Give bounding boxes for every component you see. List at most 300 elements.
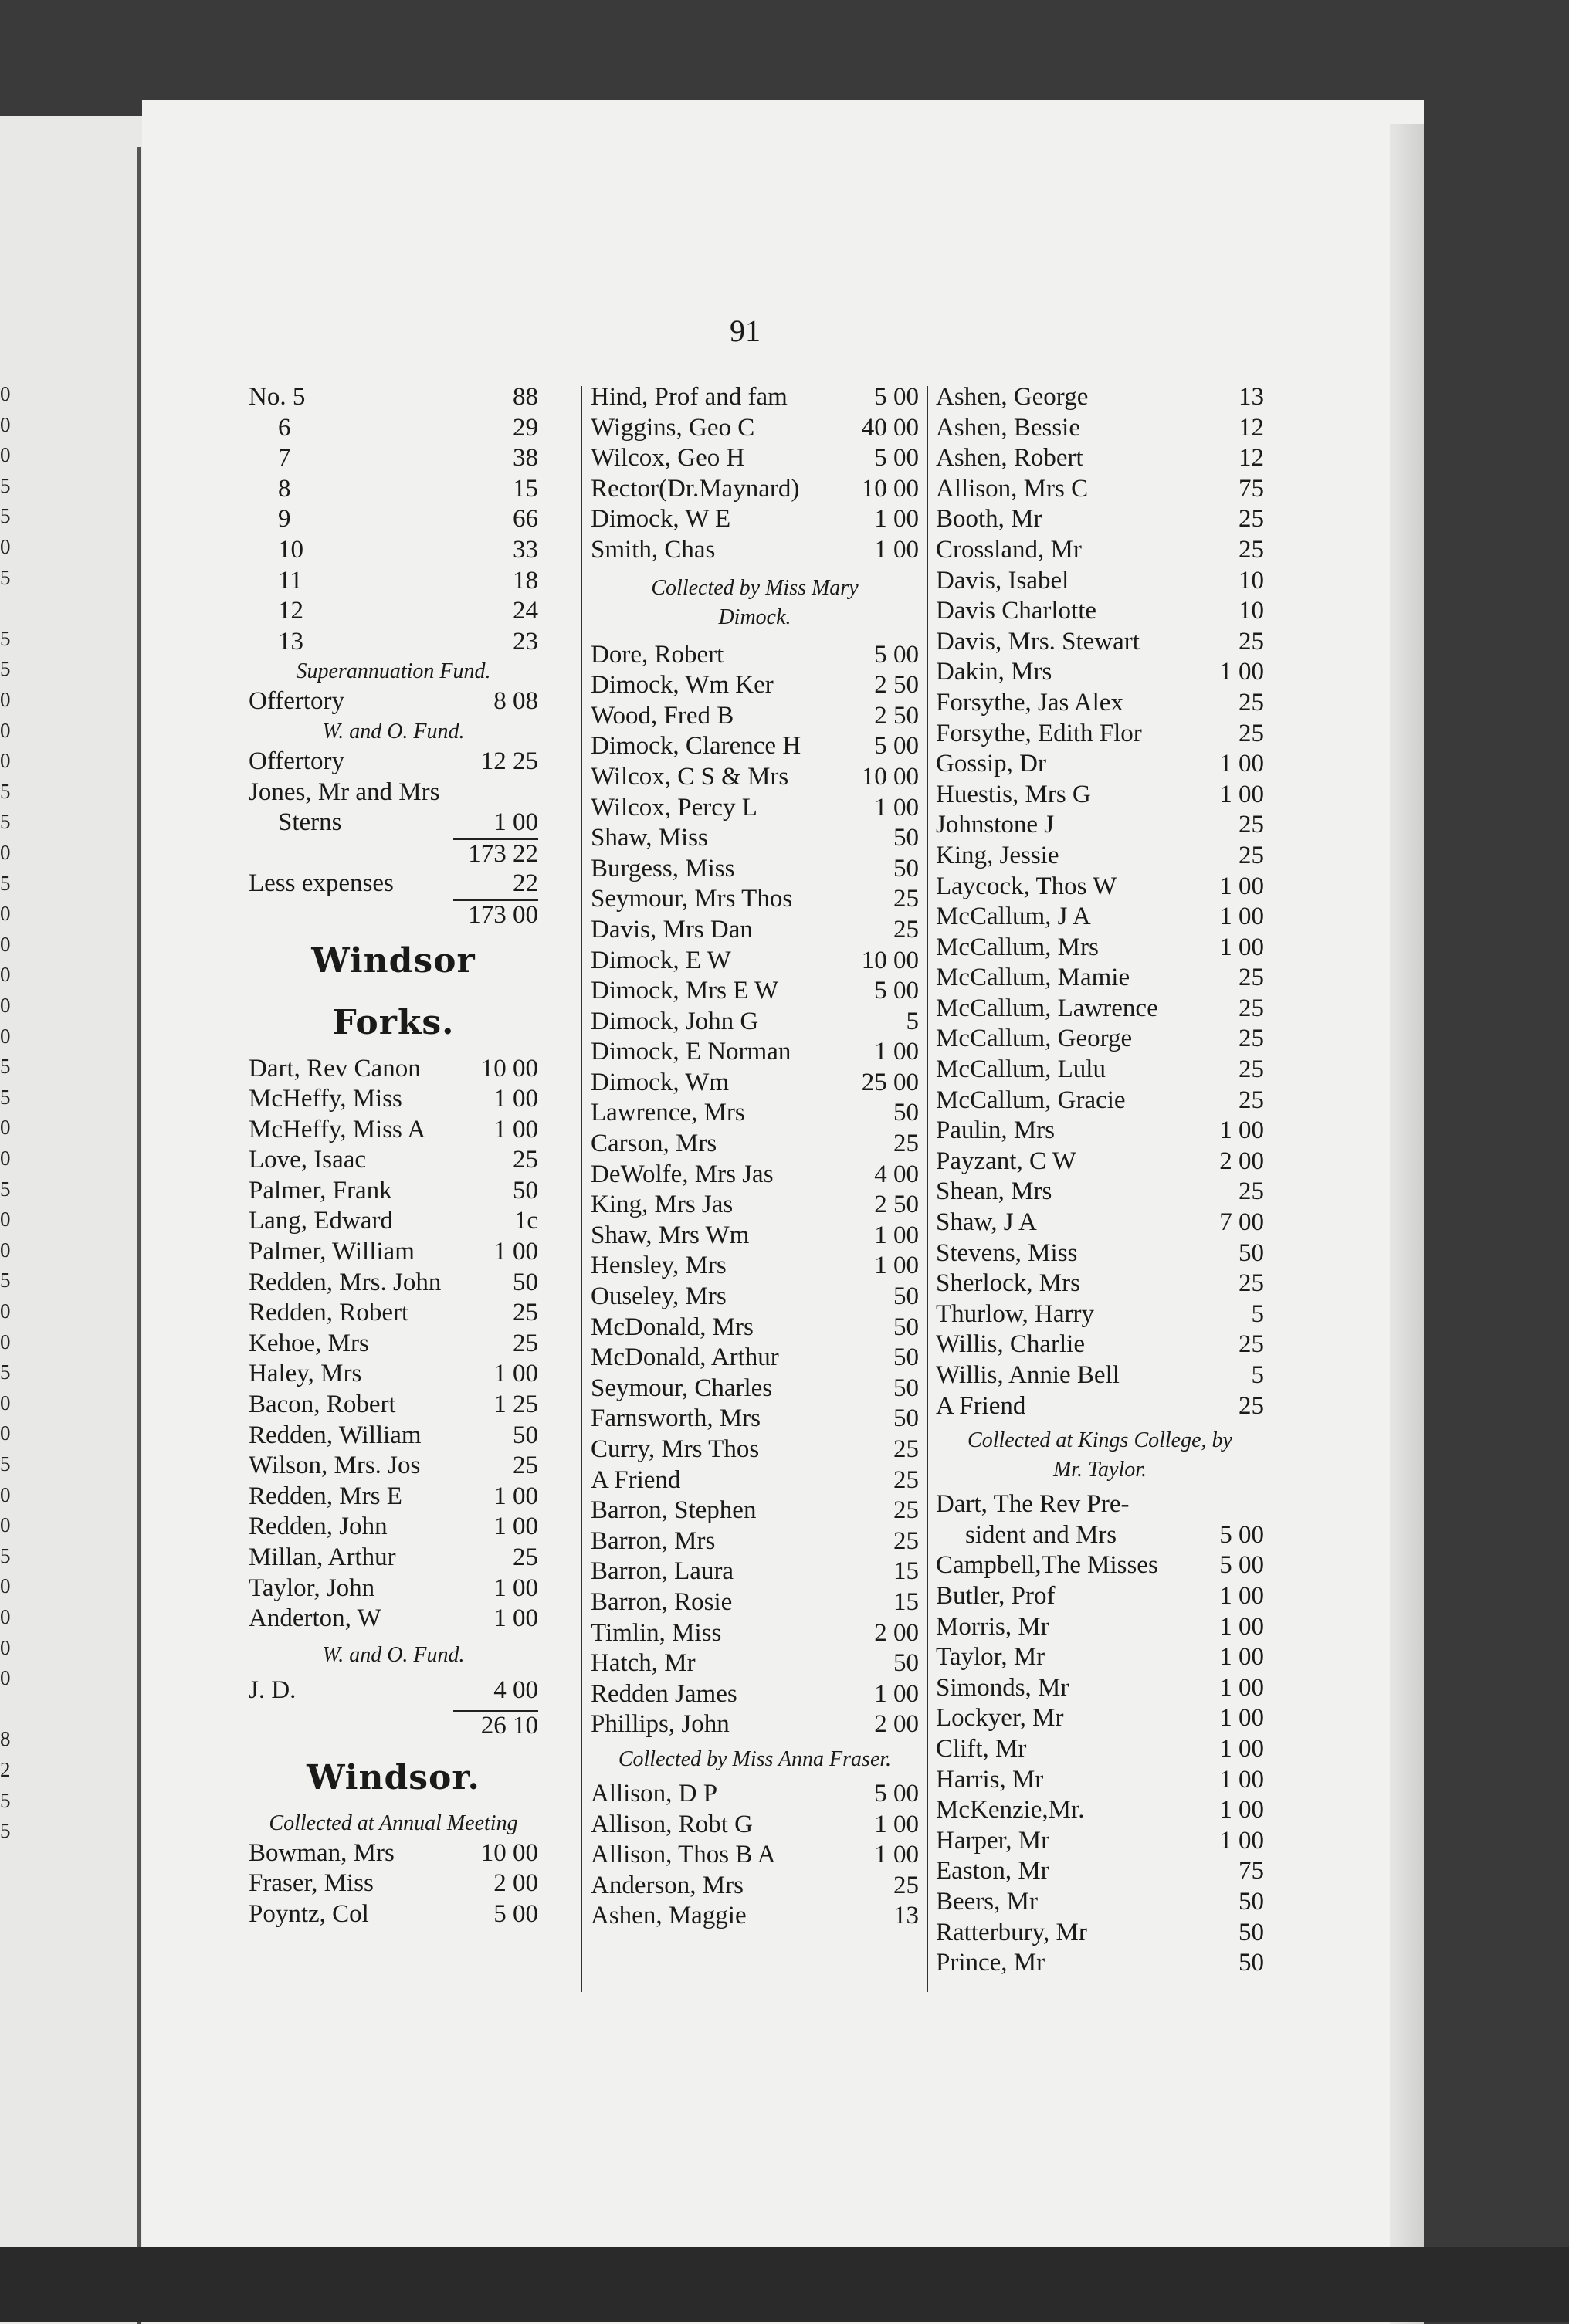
list-item [591,1840,919,1871]
precinct-list [249,382,538,657]
donor-name: McHeffy, Miss A [249,1115,426,1143]
donation-amount: 25 [513,1329,538,1357]
less-expenses-label: Less expenses [249,869,394,898]
list-item [249,1206,538,1237]
donation-amount: 25 [1239,535,1264,564]
net-total-amount: 173 00 [453,899,538,929]
list-item [249,686,538,717]
column-3 [936,382,1264,1979]
list-item [936,627,1264,658]
donation-amount: 1 00 [874,1221,919,1249]
donation-amount: 50 [513,1176,538,1204]
donor-list-a [591,382,919,566]
donation-amount: 50 [893,1099,919,1127]
donation-amount: 1 00 [1219,933,1264,961]
donor-name: McDonald, Arthur [591,1343,779,1372]
list-item [591,504,919,535]
donation-amount: 1 00 [1219,750,1264,778]
donor-name: 7 [278,444,291,473]
cut-off-digit: 0 [0,412,11,436]
donor-name: Allison, D P [591,1779,718,1807]
cut-off-digit: 8 [0,1727,11,1751]
list-item [249,1084,538,1115]
list-item [591,1037,919,1068]
list-item [591,1435,919,1465]
donor-name: Wiggins, Geo C [591,413,755,442]
page-number: 91 [730,313,761,348]
list-item [249,1115,538,1146]
donation-amount: 50 [893,1649,919,1678]
donor-name: Dimock, E W [591,946,731,974]
cut-off-digit: 0 [0,749,11,773]
cut-off-digit: 0 [0,1116,11,1140]
list-item [249,1298,538,1329]
list-item [591,1709,919,1740]
list-item [936,780,1264,811]
jd-amount: 4 00 [493,1675,538,1704]
donation-amount: 25 [1239,1055,1264,1084]
list-item [591,1374,919,1404]
cut-off-digit: 0 [0,841,11,864]
cut-off-digit: 0 [0,718,11,742]
cut-off-digit: 0 [0,1574,11,1598]
subtotal-amount: 173 22 [453,838,538,868]
donor-name: Poyntz, Col [249,1899,369,1928]
list-item [591,670,919,701]
donation-amount: 23 [513,627,538,656]
kings-college-heading: Collected at Kings College, by Mr. Taylor. [967,1428,1232,1482]
donor-name: Curry, Mrs Thos [591,1435,760,1463]
cut-off-digit: 2 [0,1758,11,1781]
list-item [591,1282,919,1313]
donor-name: Dimock, Mrs E W [591,977,779,1005]
donation-amount: 1 00 [493,1085,538,1113]
donation-amount: 25 [1239,505,1264,534]
donation-amount: 5 [906,1007,919,1035]
windsor-list [249,1838,538,1930]
donation-amount: 7 00 [1219,1208,1264,1237]
donor-name: Redden, Robert [249,1299,409,1327]
donation-amount: 25 [1239,1330,1264,1359]
list-item [249,1390,538,1421]
donor-name: No. 5 [249,383,306,411]
donation-amount: 1 00 [493,1574,538,1602]
donor-name: Redden, Mrs E [249,1482,402,1510]
donation-amount: 10 [1239,566,1264,595]
donation-amount: 1 00 [493,1360,538,1388]
previous-page-strip [0,116,147,2324]
donation-amount: 12 [1239,413,1264,442]
list-item [591,474,919,505]
cut-off-digit: 5 [0,1788,11,1812]
donation-amount: 25 00 [861,1068,919,1096]
donation-amount: 25 [1239,1177,1264,1206]
cut-off-digit: 0 [0,1147,11,1170]
donation-amount: 25 [1239,1025,1264,1053]
donation-amount: 50 [1239,1918,1264,1946]
donor-name: Palmer, Frank [249,1176,392,1204]
donor-name: Dore, Robert [591,640,724,669]
cut-off-digit: 0 [0,1605,11,1628]
superannuation-list [249,686,538,717]
cut-off-digit: 5 [0,1177,11,1201]
list-item [591,1221,919,1252]
donor-name: Morris, Mr [936,1612,1049,1641]
wo-fund-heading: W. and O. Fund. [322,719,465,744]
donation-amount: 5 00 [874,383,919,411]
list-item [936,1208,1264,1238]
donation-amount: 1 00 [493,1513,538,1541]
list-item [591,1160,919,1191]
donation-amount: 1 00 [1219,1734,1264,1763]
donor-name: Lockyer, Mr [936,1704,1064,1733]
cut-off-digit: 5 [0,626,11,650]
list-item [249,1512,538,1543]
cut-off-digit: 0 [0,963,11,987]
donor-name: Beers, Mr [936,1887,1038,1916]
list-item [591,1343,919,1374]
cut-off-digit: 5 [0,1452,11,1475]
donation-amount: 29 [513,413,538,442]
list-item [591,1129,919,1160]
list-item [591,854,919,885]
donation-amount: 15 [893,1557,919,1586]
less-expenses-row [249,869,538,899]
list-item [249,1359,538,1390]
donor-name: Allison, Mrs C [936,474,1089,503]
list-item [936,1238,1264,1269]
column-divider-2 [927,386,928,1992]
list-item [249,1482,538,1513]
cut-off-digit: 0 [0,1482,11,1506]
column-2 [591,382,919,1932]
list-item [249,747,538,777]
list-item [591,1465,919,1496]
donation-amount: 10 00 [480,1054,538,1082]
list-item [936,566,1264,597]
list-item [936,443,1264,474]
cut-off-digit: 5 [0,657,11,681]
donor-name: Smith, Chas [591,535,716,564]
cut-off-digit: 0 [0,382,11,405]
donor-list-c [591,1779,919,1932]
donor-name: Clift, Mr [936,1734,1027,1763]
donation-amount: 1 00 [1219,658,1264,686]
donor-name: Barron, Mrs [591,1526,716,1555]
donor-name: Carson, Mrs [591,1130,717,1158]
list-item [936,1673,1264,1704]
list-item [249,566,538,597]
list-item [591,1404,919,1435]
cut-off-digit: 5 [0,1269,11,1292]
donor-name: Taylor, Mr [936,1643,1045,1672]
list-item [249,1145,538,1176]
background-bottom [0,2247,1569,2322]
list-item [249,1421,538,1452]
list-item [936,504,1264,535]
donation-amount: 12 [1239,444,1264,473]
donation-amount: 25 [1239,811,1264,839]
donation-amount: 25 [1239,994,1264,1022]
donor-name: Ratterbury, Mr [936,1918,1087,1946]
list-item [936,810,1264,841]
donor-name: Timlin, Miss [591,1618,722,1647]
donor-name: A Friend [591,1465,681,1494]
cut-off-digit: 0 [0,1238,11,1262]
less-expenses-amount: 22 [513,869,538,898]
donor-name: DeWolfe, Mrs Jas [591,1160,774,1188]
donation-amount: 25 [893,1871,919,1899]
list-item [591,382,919,413]
cut-off-digit: 0 [0,1024,11,1048]
donation-amount: 1 00 [1219,1673,1264,1702]
donor-name: Ashen, George [936,383,1089,411]
list-item [936,596,1264,627]
donation-amount: 1 00 [874,1252,919,1280]
donation-amount: 40 00 [861,413,919,442]
donor-name: Dimock, Wm Ker [591,671,774,700]
list-item [936,1024,1264,1055]
donor-name: Redden, William [249,1421,422,1449]
donor-name: Wilson, Mrs. Jos [249,1452,421,1480]
list-item [249,1899,538,1930]
donation-amount: 1 00 [1219,903,1264,931]
cut-off-digit: 5 [0,504,11,528]
list-item [249,535,538,566]
donor-name: Allison, Thos B A [591,1841,776,1869]
donor-name: Dimock, John G [591,1007,759,1035]
donor-name: Dakin, Mrs [936,658,1052,686]
list-item [936,382,1264,413]
list-item [591,1810,919,1841]
donation-amount: 50 [513,1268,538,1296]
donation-amount: 1 00 [874,1679,919,1708]
mary-dimock-heading: Collected by Miss Mary Dimock. [651,575,859,629]
donation-amount: 15 [513,474,538,503]
list-item [591,1871,919,1902]
donation-amount: 1 00 [874,1810,919,1838]
donor-name: Payzant, C W [936,1147,1076,1175]
list-item [936,1269,1264,1299]
list-item [591,1251,919,1282]
list-item [591,1679,919,1710]
list-item [591,1557,919,1587]
list-item [936,1887,1264,1918]
donor-name: McCallum, Mrs [936,933,1099,961]
donation-amount: 8 08 [493,687,538,716]
donation-amount: 15 [893,1587,919,1616]
donor-name: 9 [278,505,291,534]
list-item [936,474,1264,505]
donation-amount: 50 [893,1343,919,1372]
cut-off-digit: 0 [0,1299,11,1323]
donor-name: Hatch, Mr [591,1649,696,1678]
donor-name: 13 [278,627,303,656]
donor-name: Hind, Prof and fam [591,383,788,411]
donor-name: McHeffy, Miss [249,1085,402,1113]
list-item [936,413,1264,444]
cut-off-digit: 0 [0,902,11,926]
donor-name: Paulin, Mrs [936,1116,1056,1145]
list-item [591,1068,919,1099]
donor-name: McCallum, George [936,1025,1133,1053]
donor-name: Willis, Charlie [936,1330,1085,1359]
donor-name: Jones, Mr and Mrs [249,777,440,806]
donation-amount: 1 00 [874,505,919,534]
donation-amount: 25 [1239,719,1264,747]
donation-amount: 24 [513,597,538,625]
donation-amount: 25 [893,1526,919,1555]
donor-name: Shaw, J A [936,1208,1037,1237]
donor-name: Shaw, Miss [591,824,708,852]
cut-off-digit: 0 [0,535,11,558]
list-item [591,946,919,977]
donor-name: Barron, Stephen [591,1496,757,1525]
donation-amount: 1 00 [874,535,919,564]
list-item [591,1526,919,1557]
list-item [249,1329,538,1360]
donation-amount: 1 00 [493,1604,538,1633]
list-item [249,777,538,808]
donation-amount: 50 [513,1421,538,1449]
donor-name: 11 [278,566,303,595]
donation-amount: 25 [513,1299,538,1327]
page-edge [1390,124,1424,2324]
list-item [591,535,919,566]
donor-name: Kehoe, Mrs [249,1329,369,1357]
donation-amount: 2 50 [874,701,919,730]
subtotal-row [249,838,538,869]
list-item [249,1176,538,1207]
donation-amount: 1 00 [874,1841,919,1869]
list-item [936,994,1264,1025]
cut-off-digit: 0 [0,1513,11,1537]
donation-amount: 1 00 [1219,1826,1264,1855]
donor-name: Rector(Dr.Maynard) [591,474,800,503]
donor-name: Simonds, Mr [936,1673,1069,1702]
donor-name: Harris, Mr [936,1765,1044,1794]
list-item [936,1642,1264,1673]
donor-name: Davis Charlotte [936,597,1097,625]
donation-amount: 50 [893,1404,919,1433]
list-item [249,1604,538,1635]
donor-name: Laycock, Thos W [936,872,1117,900]
donor-name: Crossland, Mr [936,535,1082,564]
donation-amount: 25 [1239,1269,1264,1298]
donation-amount: 1 25 [493,1391,538,1419]
donor-name: Dart, The Rev Pre- [936,1490,1130,1519]
list-item [936,963,1264,994]
donor-name: Sterns [278,808,342,837]
donation-amount: 25 [1239,627,1264,656]
list-item [591,793,919,824]
list-item [249,1574,538,1604]
donation-amount: 5 [1251,1361,1264,1389]
list-item [936,872,1264,903]
donation-amount: 25 [893,1465,919,1494]
list-item [936,1147,1264,1177]
list-item [249,504,538,535]
list-item [936,1177,1264,1208]
donor-name: Gossip, Dr [936,750,1047,778]
net-total-row [249,899,538,930]
cut-off-digit: 0 [0,443,11,467]
column-divider-1 [581,386,582,1992]
donor-name: Shaw, Mrs Wm [591,1221,750,1249]
list-item [936,1360,1264,1391]
wo-fund-heading-2: W. and O. Fund. [322,1642,465,1667]
donation-amount: 12 25 [480,747,538,775]
donor-name: Ouseley, Mrs [591,1282,727,1311]
list-item [249,443,538,474]
donation-amount: 25 [1239,964,1264,992]
donor-name: Burgess, Miss [591,854,735,883]
list-item [936,1826,1264,1857]
donation-amount: 25 [893,1435,919,1463]
donation-amount: 50 [893,1313,919,1341]
donation-amount: 13 [1239,383,1264,411]
donor-name: Farnsworth, Mrs [591,1404,761,1433]
list-item [936,1856,1264,1887]
donation-amount: 38 [513,444,538,473]
annual-meeting-heading: Collected at Annual Meeting [269,1811,518,1835]
book-gutter [137,147,141,2324]
donation-amount: 25 [1239,688,1264,717]
list-item [249,808,538,838]
donation-amount: 1c [513,1207,538,1235]
donor-name: McDonald, Mrs [591,1313,754,1341]
cut-off-digit: 0 [0,1208,11,1231]
donation-amount: 2 50 [874,671,919,700]
donor-name: 10 [278,535,303,564]
donation-amount: 1 00 [1219,872,1264,900]
cut-off-digit: 5 [0,565,11,589]
donation-amount: 5 00 [874,640,919,669]
list-item [591,1313,919,1343]
donation-amount: 5 00 [1219,1520,1264,1549]
donor-name: Anderson, Mrs [591,1871,744,1899]
donation-amount: 66 [513,505,538,534]
list-item [936,1489,1264,1520]
donation-amount: 10 00 [861,946,919,974]
donation-amount: 25 [1239,1391,1264,1420]
donation-amount: 1 00 [1219,1116,1264,1145]
donation-amount: 25 [513,1146,538,1174]
cut-off-digit: 0 [0,688,11,711]
cut-off-digit: 5 [0,1819,11,1843]
donor-name: Offertory [249,687,345,716]
donation-amount: 25 [893,915,919,943]
donor-name: Redden James [591,1679,737,1708]
donor-name: Redden, John [249,1513,388,1541]
donor-name: Davis, Mrs Dan [591,915,753,943]
donor-name: Redden, Mrs. John [249,1268,442,1296]
donation-amount: 50 [1239,1887,1264,1916]
donation-amount: 33 [513,535,538,564]
donor-name: Bacon, Robert [249,1391,396,1419]
donation-amount: 5 00 [874,444,919,473]
donor-name: Huestis, Mrs G [936,780,1091,808]
list-item [591,1496,919,1526]
cut-off-digit: 5 [0,810,11,834]
wo-fund-list [249,747,538,838]
donation-amount: 1 00 [874,1038,919,1066]
donation-amount: 25 [513,1452,538,1480]
list-item [591,915,919,946]
list-item [936,1055,1264,1086]
donation-amount: 50 [1239,1949,1264,1977]
list-item [591,884,919,915]
